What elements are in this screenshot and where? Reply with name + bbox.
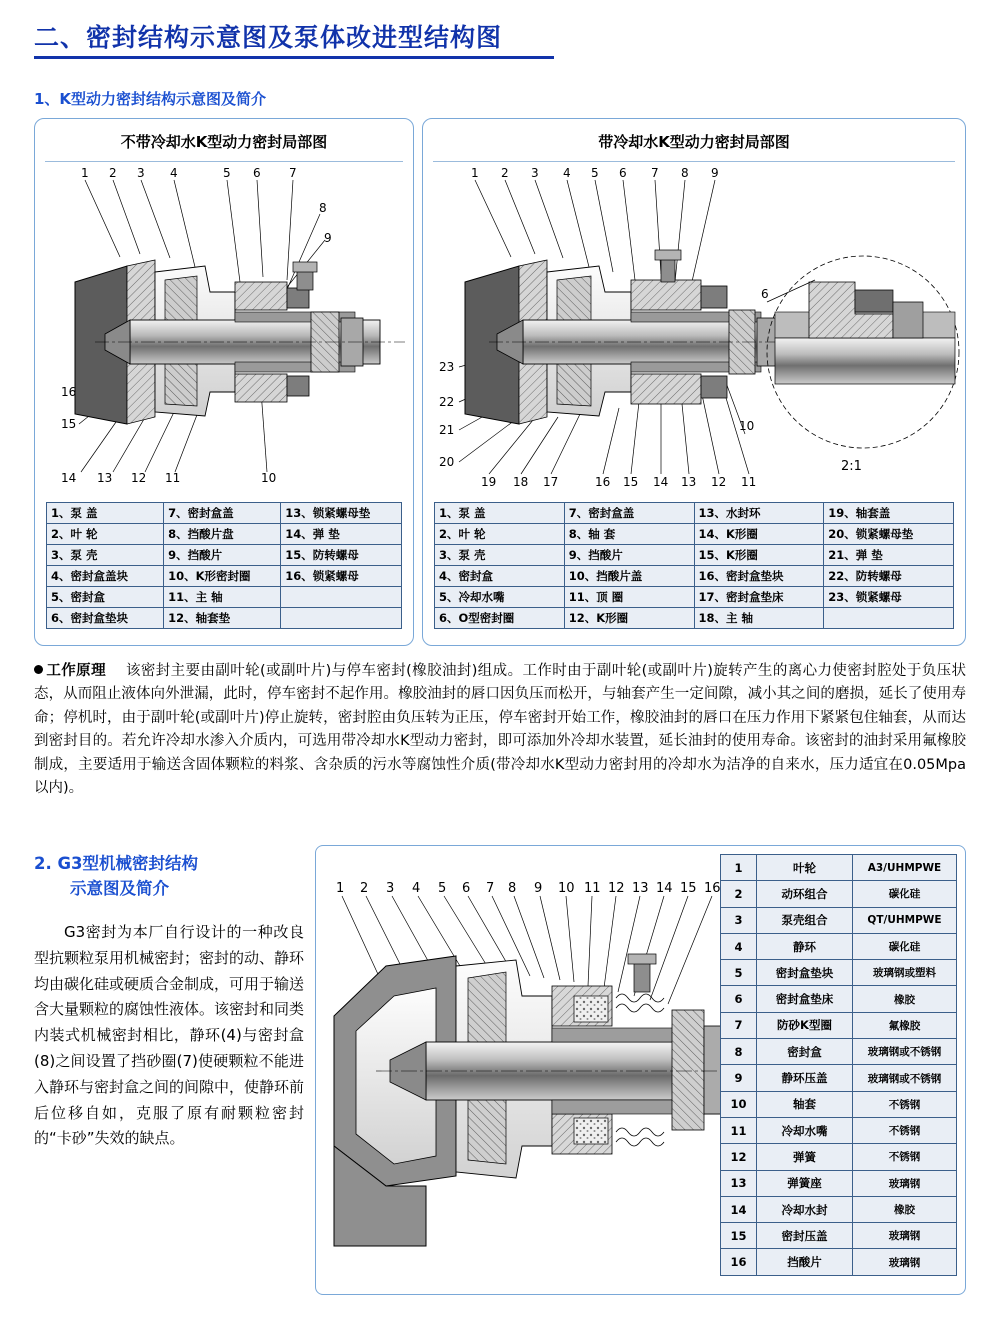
svg-text:15: 15 [680,881,697,896]
svg-text:3: 3 [137,166,145,180]
figure-box-k-seal-no-cooling [34,118,414,646]
table-row [721,1144,957,1170]
g3-name: 动环组合 [757,881,853,907]
table-row [721,1039,957,1065]
part-cell: 4、密封盒 [435,566,565,587]
part-cell [824,608,954,629]
svg-text:2: 2 [109,166,117,180]
principle-lead: 工作原理 [46,663,106,679]
svg-text:21: 21 [439,423,455,437]
part-cell: 6、密封盒垫块 [47,608,164,629]
svg-text:13: 13 [632,881,649,896]
part-cell [281,608,402,629]
part-cell: 2、叶 轮 [435,524,565,545]
g3-no: 1 [721,855,757,881]
g3-name: 泵壳组合 [757,907,853,933]
g3-no: 12 [721,1144,757,1170]
g3-name: 冷却水封 [757,1196,853,1222]
bullet-icon [34,665,43,674]
svg-text:22: 22 [439,395,455,409]
svg-text:1: 1 [336,881,345,896]
svg-text:6: 6 [253,166,261,180]
svg-text:15: 15 [623,475,639,489]
page-title: 二、密封结构示意图及泵体改进型结构图 [34,23,503,52]
svg-text:13: 13 [681,475,697,489]
part-cell: 1、泵 盖 [47,503,164,524]
svg-text:1: 1 [471,166,479,180]
svg-text:12: 12 [711,475,727,489]
svg-text:1: 1 [81,166,89,180]
part-cell [281,587,402,608]
g3-name: 密封压盖 [757,1223,853,1249]
svg-text:11: 11 [584,881,601,896]
figure-1-drawing [35,162,413,502]
part-cell: 15、K形圈 [694,545,824,566]
svg-text:4: 4 [170,166,178,180]
part-cell: 9、挡酸片 [564,545,694,566]
svg-text:10: 10 [261,471,277,485]
part-cell: 20、锁紧螺母垫 [824,524,954,545]
svg-text:6: 6 [462,881,471,896]
table-row [435,503,954,524]
svg-text:11: 11 [165,471,181,485]
g3-name: 密封盒垫床 [757,986,853,1012]
svg-text:2: 2 [360,881,369,896]
svg-text:20: 20 [439,455,455,469]
figure-box-k-seal-with-cooling [422,118,966,646]
table-row [721,1012,957,1038]
svg-text:16: 16 [595,475,611,489]
g3-no: 8 [721,1039,757,1065]
svg-text:11: 11 [741,475,757,489]
part-cell: 1、泵 盖 [435,503,565,524]
part-cell: 11、主 轴 [164,587,281,608]
g3-material: 橡胶 [853,986,957,1012]
svg-text:18: 18 [513,475,529,489]
part-cell: 12、K形圈 [564,608,694,629]
svg-text:9: 9 [711,166,719,180]
table-row [435,524,954,545]
svg-text:17: 17 [543,475,559,489]
table-row [721,960,957,986]
part-cell: 11、顶 圈 [564,587,694,608]
g3-parts-table-body [721,855,957,1276]
g3-material: 玻璃钢或塑料 [853,960,957,986]
g3-no: 5 [721,960,757,986]
part-cell: 7、密封盒盖 [564,503,694,524]
svg-text:14: 14 [61,471,77,485]
table-row [435,566,954,587]
table-row [721,907,957,933]
g3-name: 静环压盖 [757,1065,853,1091]
table-row [47,608,402,629]
svg-text:6: 6 [619,166,627,180]
svg-text:9: 9 [534,881,543,896]
table-row [721,1065,957,1091]
table-row [721,1223,957,1249]
table-row [721,1196,957,1222]
svg-text:5: 5 [223,166,231,180]
g3-no: 11 [721,1117,757,1143]
part-cell: 8、挡酸片盘 [164,524,281,545]
table-row [721,1249,957,1275]
part-cell: 10、K形密封圈 [164,566,281,587]
table-row [47,545,402,566]
part-cell: 13、水封环 [694,503,824,524]
g3-name: 弹簧座 [757,1170,853,1196]
g3-name: 静环 [757,933,853,959]
svg-text:4: 4 [412,881,421,896]
g3-material: 不锈钢 [853,1117,957,1143]
principle-body: 该密封主要由副叶轮(或副叶片)与停车密封(橡胶油封)组成。工作时由于副叶轮(或副叶片)旋转产生的离心力使密封腔处于负压状态，从而阻止液体向外泄漏，此时，停车密封不起作用。橡胶油封的唇口因负压而松开，与轴套产生一定间隙，减小其之间的磨损，延长了使用寿命；停机时，由于副叶轮(或副叶片)停止旋转，密封腔由负压转为正压，停车密封开始工作，橡胶油封的唇口在压力作用下紧紧包住轴套，从而达到密封目的。若允许冷却水渗入介质内，可选用带冷却水K型动力密封，即可添加外冷却水装置，延长油封的使用寿命。该密封的油封采用氟橡胶制成，主要适用于输送含固体颗粒的料浆、含杂质的污水等腐蚀性介质(带冷却水K型动力密封用的冷却水为洁净的自来水，压力适宜在0.05Mpa以内)。 [34,663,967,797]
svg-text:16: 16 [61,385,77,399]
part-cell: 16、密封盒垫块 [694,566,824,587]
part-cell: 17、密封盒垫床 [694,587,824,608]
figure-1-title: 不带冷却水K型动力密封局部图 [120,133,328,151]
svg-text:15: 15 [61,417,77,431]
part-cell: 19、轴套盖 [824,503,954,524]
figure-box-g3-seal [315,845,966,1295]
parts-table-1 [46,502,402,629]
svg-text:3: 3 [531,166,539,180]
table-row [721,986,957,1012]
part-cell: 5、冷却水嘴 [435,587,565,608]
svg-text:3: 3 [386,881,395,896]
svg-text:14: 14 [653,475,669,489]
part-cell: 9、挡酸片 [164,545,281,566]
g3-name: 冷却水嘴 [757,1117,853,1143]
g3-material: 碳化硅 [853,881,957,907]
g3-material: 不锈钢 [853,1091,957,1117]
figure-2-title: 带冷却水K型动力密封局部图 [598,133,790,151]
svg-text:8: 8 [681,166,689,180]
g3-material: 碳化硅 [853,933,957,959]
part-cell: 6、O型密封圈 [435,608,565,629]
svg-text:2: 2 [501,166,509,180]
parts-table-2-body [435,503,954,629]
svg-text:7: 7 [486,881,495,896]
g3-name: 密封盒 [757,1039,853,1065]
part-cell: 18、主 轴 [694,608,824,629]
svg-text:13: 13 [97,471,113,485]
table-row [47,503,402,524]
g3-no: 14 [721,1196,757,1222]
subsection-2-title-line1: 2. G3型机械密封结构 [34,854,199,873]
svg-text:23: 23 [439,360,455,374]
svg-text:6: 6 [761,287,769,301]
table-row [47,524,402,545]
g3-no: 6 [721,986,757,1012]
part-cell: 14、K形圈 [694,524,824,545]
part-cell: 4、密封盒盖块 [47,566,164,587]
working-principle-paragraph [34,660,966,801]
g3-no: 3 [721,907,757,933]
part-cell: 10、挡酸片盖 [564,566,694,587]
parts-table-2 [434,502,954,629]
g3-material: 橡胶 [853,1196,957,1222]
figure-2-drawing [423,162,965,502]
part-cell: 16、锁紧螺母 [281,566,402,587]
svg-text:5: 5 [438,881,447,896]
part-cell: 15、防转螺母 [281,545,402,566]
g3-no: 13 [721,1170,757,1196]
table-row [435,545,954,566]
svg-text:8: 8 [508,881,517,896]
g3-material: 玻璃钢或不锈钢 [853,1039,957,1065]
subsection-2-title-line2: 示意图及简介 [70,878,169,898]
svg-text:9: 9 [324,231,332,245]
g3-material: A3/UHMPWE [853,855,957,881]
part-cell: 14、弹 垫 [281,524,402,545]
table-row [435,608,954,629]
part-cell: 12、轴套垫 [164,608,281,629]
table-row [435,587,954,608]
g3-material: 玻璃钢或不锈钢 [853,1065,957,1091]
g3-no: 7 [721,1012,757,1038]
table-row [721,855,957,881]
g3-no: 15 [721,1223,757,1249]
g3-intro-paragraph [34,920,304,1152]
g3-no: 9 [721,1065,757,1091]
table-row [47,566,402,587]
g3-parts-table [720,854,957,1276]
svg-text:10: 10 [558,881,575,896]
svg-text:7: 7 [289,166,297,180]
subsection-1-title: 1、K型动力密封结构示意图及简介 [34,90,267,108]
svg-text:8: 8 [319,201,327,215]
g3-material: 玻璃钢 [853,1223,957,1249]
part-cell: 22、防转螺母 [824,566,954,587]
svg-text:14: 14 [656,881,673,896]
g3-name: 叶轮 [757,855,853,881]
table-row [721,881,957,907]
svg-text:4: 4 [563,166,571,180]
part-cell: 2、叶 轮 [47,524,164,545]
part-cell: 5、密封盒 [47,587,164,608]
g3-no: 2 [721,881,757,907]
subsection-2-title [34,852,299,902]
g3-name: 挡酸片 [757,1249,853,1275]
g3-material: 玻璃钢 [853,1170,957,1196]
part-cell: 3、泵 壳 [435,545,565,566]
svg-text:16: 16 [704,881,721,896]
g3-material: 不锈钢 [853,1144,957,1170]
g3-name: 轴套 [757,1091,853,1117]
table-row [721,933,957,959]
svg-text:19: 19 [481,475,497,489]
g3-no: 10 [721,1091,757,1117]
parts-table-1-body [47,503,402,629]
g3-name: 弹簧 [757,1144,853,1170]
table-row [47,587,402,608]
part-cell: 3、泵 壳 [47,545,164,566]
table-row [721,1117,957,1143]
g3-material: 玻璃钢 [853,1249,957,1275]
table-row [721,1170,957,1196]
part-cell: 23、锁紧螺母 [824,587,954,608]
part-cell: 7、密封盒盖 [164,503,281,524]
g3-material: 氟橡胶 [853,1012,957,1038]
svg-text:10: 10 [739,419,755,433]
part-cell: 13、锁紧螺母垫 [281,503,402,524]
g3-no: 16 [721,1249,757,1275]
svg-text:12: 12 [608,881,625,896]
g3-intro-body: G3密封为本厂自行设计的一种改良型抗颗粒泵用机械密封；密封的动、静环均由碳化硅或硬质合金制成，可用于输送含大量颗粒的腐蚀性液体。该密封和同类内装式机械密封相比，静环(4)与密封盒(8)之间设置了挡砂圈(7)使硬颗粒不能进入静环与密封盒之间的间隙中，使静环前后位移自如，克服了原有耐颗粒密封的“卡砂”失效的缺点。 [34,923,305,1148]
table-row [721,1091,957,1117]
g3-name: 防砂K型圈 [757,1012,853,1038]
g3-no: 4 [721,933,757,959]
g3-material: QT/UHMPWE [853,907,957,933]
title-underline [34,56,554,59]
svg-text:2:1: 2:1 [841,459,862,474]
svg-text:12: 12 [131,471,147,485]
part-cell: 8、轴 套 [564,524,694,545]
part-cell: 21、弹 垫 [824,545,954,566]
svg-text:7: 7 [651,166,659,180]
g3-name: 密封盒垫块 [757,960,853,986]
svg-text:5: 5 [591,166,599,180]
